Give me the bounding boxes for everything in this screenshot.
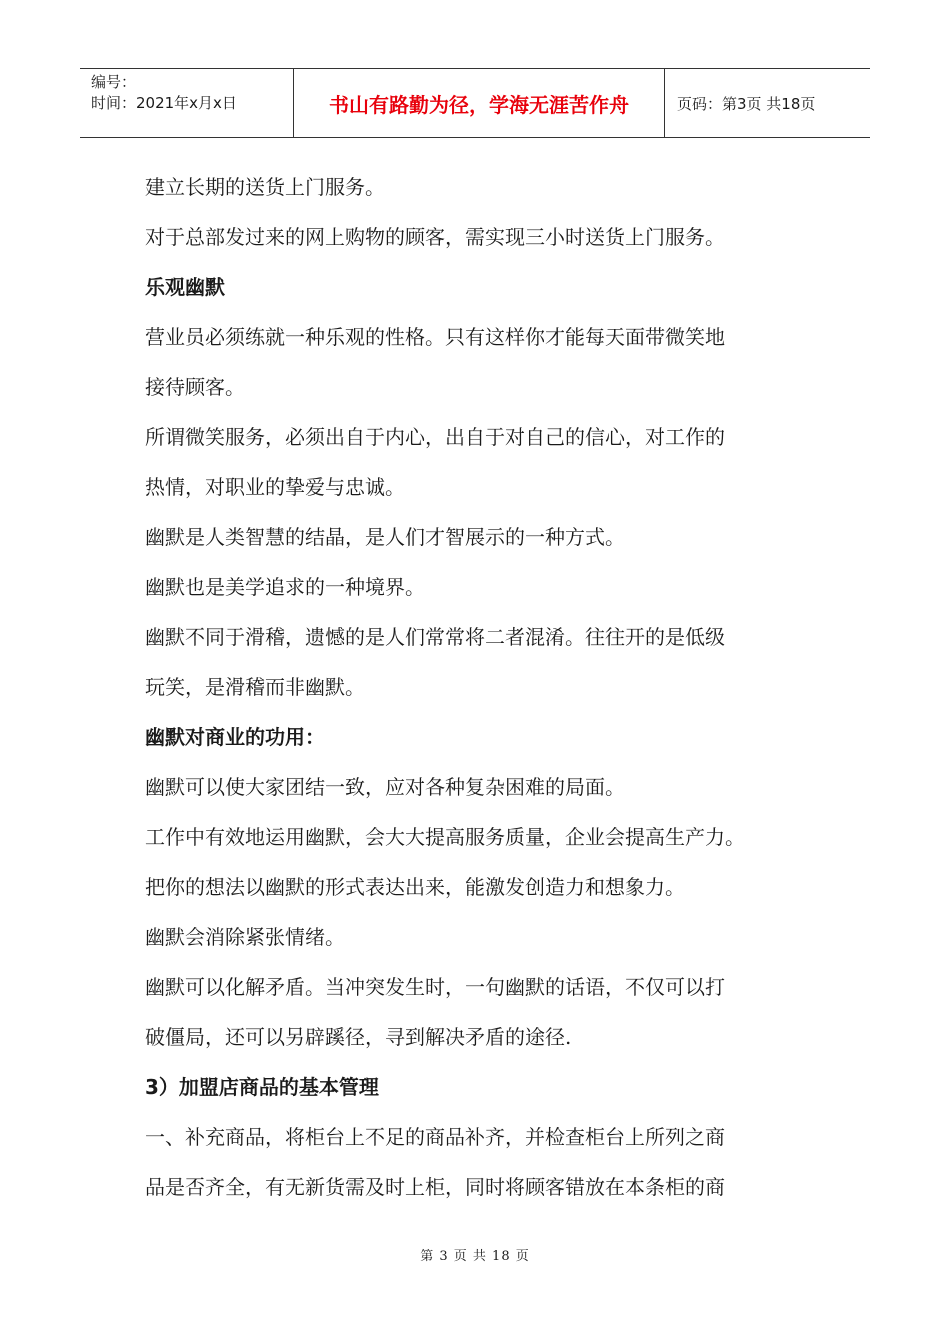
body-line: 一、补充商品，将柜台上不足的商品补齐，并检查柜台上所列之商	[145, 1125, 725, 1149]
body-line: 所谓微笑服务，必须出自于内心，出自于对自己的信心，对工作的	[145, 425, 725, 449]
body-line: 工作中有效地运用幽默，会大大提高服务质量，企业会提高生产力。	[145, 825, 745, 849]
body-line: 把你的想法以幽默的形式表达出来，能激发创造力和想象力。	[145, 875, 685, 899]
body-line: 幽默是人类智慧的结晶，是人们才智展示的一种方式。	[145, 525, 625, 549]
body-line: 幽默会消除紧张情绪。	[145, 925, 345, 949]
body-line: 对于总部发过来的网上购物的顾客，需实现三小时送货上门服务。	[145, 225, 725, 249]
document-header	[80, 68, 870, 138]
section-heading: 3）加盟店商品的基本管理	[145, 1075, 379, 1099]
section-heading: 幽默对商业的功用：	[145, 725, 325, 749]
body-line: 品是否齐全，有无新货需及时上柜，同时将顾客错放在本条柜的商	[145, 1175, 725, 1199]
body-line: 接待顾客。	[145, 375, 245, 399]
body-line: 幽默不同于滑稽，遗憾的是人们常常将二者混淆。往往开的是低级	[145, 625, 725, 649]
body-line: 幽默可以使大家团结一致，应对各种复杂困难的局面。	[145, 775, 625, 799]
document-body	[145, 162, 835, 1212]
section-heading: 乐观幽默	[145, 275, 225, 299]
document-number-label: 编号：	[91, 73, 137, 91]
body-line: 玩笑，是滑稽而非幽默。	[145, 675, 365, 699]
body-line: 幽默也是美学追求的一种境界。	[145, 575, 425, 599]
header-page-info: 页码：第3页 共18页	[677, 94, 816, 113]
document-date: 时间：2021年x月x日	[91, 94, 237, 112]
body-line: 幽默可以化解矛盾。当冲突发生时，一句幽默的话语，不仅可以打	[145, 975, 725, 999]
header-meta	[80, 69, 294, 137]
header-motto: 书山有路勤为径，学海无涯苦作舟	[294, 69, 665, 137]
body-line: 破僵局，还可以另辟蹊径，寻到解决矛盾的途径.	[145, 1025, 572, 1049]
body-line: 建立长期的送货上门服务。	[145, 175, 385, 199]
body-line: 营业员必须练就一种乐观的性格。只有这样你才能每天面带微笑地	[145, 325, 725, 349]
body-line: 热情，对职业的挚爱与忠诚。	[145, 475, 405, 499]
page-footer: 第 3 页 共 18 页	[420, 1249, 530, 1264]
